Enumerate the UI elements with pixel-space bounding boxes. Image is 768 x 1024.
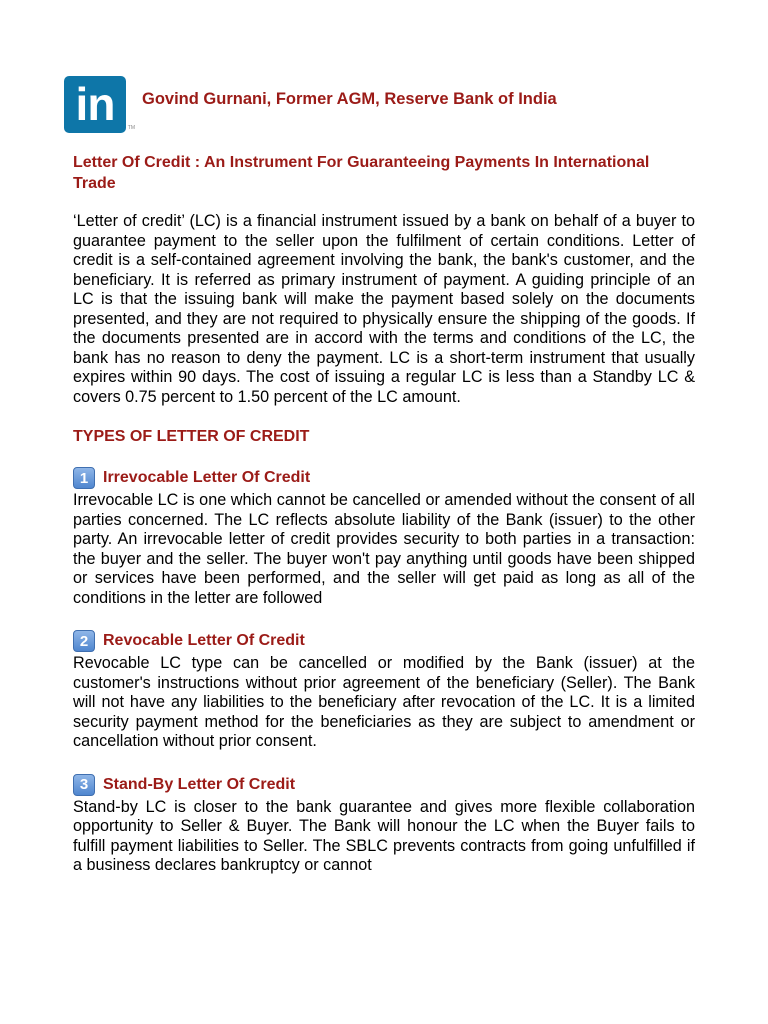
types-heading: TYPES OF LETTER OF CREDIT <box>73 428 310 445</box>
number-one-icon: 1 <box>73 467 95 489</box>
section-heading <box>73 467 695 489</box>
section-heading <box>73 630 695 652</box>
section-revocable <box>73 630 695 752</box>
logo-text: in <box>75 77 115 130</box>
article-body <box>73 152 695 898</box>
header <box>64 76 557 133</box>
section-title: Irrevocable Letter Of Credit <box>103 469 311 486</box>
section-title: Stand-By Letter Of Credit <box>103 775 296 793</box>
section-body: Stand-by LC is closer to the bank guarantee and gives more flexible collaboration opportunity to Seller & Buyer. The Bank will honour the LC when the Buyer fails to fulfill payment liabilities to Seller. The SBLC prevents contracts from going unfulfilled if a business declares bankruptcy or cannot <box>73 797 695 874</box>
logo-trademark: TM <box>127 125 135 131</box>
number-two-icon: 2 <box>73 630 95 652</box>
number-three-icon: 3 <box>73 774 95 796</box>
section-body: Revocable LC type can be cancelled or modified by the Bank (issuer) at the customer's instructions without prior agreement of the beneficiary (Seller). The Bank will not have any liabilities to the beneficiary after revocation of the LC. It is a limited security payment method for the beneficiaries as they are subject to amendment or cancellation without prior consent. <box>73 654 695 750</box>
section-heading <box>73 774 695 796</box>
linkedin-logo-icon <box>64 76 135 133</box>
section-title: Revocable Letter Of Credit <box>103 632 305 649</box>
section-irrevocable <box>73 467 695 608</box>
section-standby <box>73 774 695 876</box>
intro-paragraph: ‘Letter of credit’ (LC) is a financial instrument issued by a bank on behalf of a buyer to guarantee payment to the seller upon the fulfilment of certain conditions. Letter of credit is a self-contained agreement involving the bank, the bank's customer, and the beneficiary. It is referred as primary instrument of payment. A guiding principle of an LC is that the issuing bank will make the payment based solely on the documents presented, and they are not required to physically ensure the shipping of the goods. If the documents presented are in accord with the terms and conditions of the LC, the bank has no reason to deny the payment. LC is a short-term instrument that usually expires within 90 days. The cost of issuing a regular LC is less than a Standby LC & covers 0.75 percent to 1.50 percent of the LC amount. <box>73 212 695 406</box>
author-line: Govind Gurnani, Former AGM, Reserve Bank of India <box>142 90 557 108</box>
article-title: Letter Of Credit : An Instrument For Guaranteeing Payments In International Trade <box>73 154 650 192</box>
section-body: Irrevocable LC is one which cannot be cancelled or amended without the consent of all parties concerned. The LC reflects absolute liability of the Bank (issuer) to the other party. An irrevocable letter of credit provides security to both parties in a transaction: the buyer and the seller. The buyer won't pay anything until goods have been shipped or services have been performed, and the seller will get paid as long as all of the conditions in the letter are followed <box>73 491 695 607</box>
